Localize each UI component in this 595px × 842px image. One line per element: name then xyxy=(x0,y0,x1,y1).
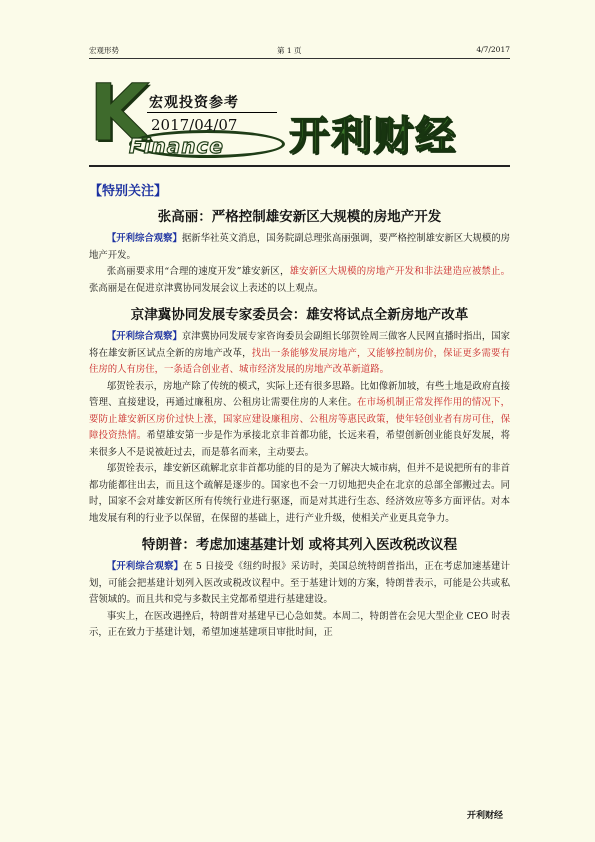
main-content xyxy=(89,180,510,642)
highlight-text: 在市场机制正常发挥作用的情况下，要防止雄安新区房价过快上涨，国家应建设廉租房、公租房等惠民政策，使年轻创业者有房可住，保障投资热情。 xyxy=(89,397,510,441)
masthead-divider xyxy=(147,112,277,113)
observation-tag: 【开利综合观察】 xyxy=(106,233,182,244)
highlight-text: 雄安新区大规模的房地产开发和非法建造应被禁止。 xyxy=(289,266,510,277)
article-paragraph: 【开利综合观察】在 5 日接受《纽约时报》采访时，美国总统特朗普指出，正在考虑加速基建计划，可能会把基建计划列入医改或税改议程中。至于基建计划的方案，特朗普表示，可能是公共或私营领域的。而且共和党与多数民主党都希望进行基建建设。 xyxy=(89,561,510,605)
observation-tag: 【开利综合观察】 xyxy=(106,331,182,342)
header-page-number: 第 1 页 xyxy=(277,46,302,55)
logo-finance-word: Finance xyxy=(129,134,224,158)
header-category: 宏观形势 xyxy=(89,46,119,55)
highlight-text: 找出一条能够发展房地产，又能够控制房价，保证更多需要有住房的人有房住，一条适合创业者、城市经济发展的房地产改革新道路。 xyxy=(89,347,510,375)
article-paragraph: 张高丽要求用“合理的速度开发”雄安新区，雄安新区大规模的房地产开发和非法建造应被禁止。张高丽是在促进京津冀协同发展会议上表述的以上观点。 xyxy=(89,266,510,294)
header-date: 4/7/2017 xyxy=(476,45,510,54)
masthead-logo xyxy=(89,69,514,166)
observation-tag: 【开利综合观察】 xyxy=(106,561,184,572)
section-title: 【特别关注】 xyxy=(89,184,168,199)
masthead-subtitle: 宏观投资参考 xyxy=(149,95,239,111)
page-header xyxy=(89,44,510,59)
article-paragraph: 邬贺铨表示，雄安新区疏解北京非首都功能的目的是为了解决大城市病，但并不是说把所有的非首都功能都往出去，而且这个疏解是逐步的。国家也不会一刀切地把央企在北京的总部全部搬过去。同时，国家不会对雄安新区所有传统行业进行驱逐，而是对其进行生态、经济效应等多方面评估。对本地发展有利的行业予以保留，在保留的基础上，进行产业升级，使相关产业更具竞争力。 xyxy=(89,463,510,524)
brand-title: 开利财经 xyxy=(289,113,457,159)
article-title: 张高丽：严格控制雄安新区大规模的房地产开发 xyxy=(157,209,442,225)
article-paragraph: 【开利综合观察】京津冀协同发展专家咨询委员会副组长邬贺铨周三做客人民网直播时指出，国家将在雄安新区试点全新的房地产改革，找出一条能够发展房地产，又能够控制房价，保证更多需要有住房的人有房住，一条适合创业者、城市经济发展的房地产改革新道路。 xyxy=(89,331,511,375)
article-title: 京津冀协同发展专家委员会：雄安将试点全新房地产改革 xyxy=(130,307,469,323)
logo-k-letter: K xyxy=(89,69,150,159)
article-paragraph: 邬贺铨表示，房地产除了传统的模式，实际上还有很多思路。比如像新加坡，有些土地是政府直接管理、直接建设，再通过廉租房、公租房让需要住房的人来住。在市场机制正常发挥作用的情况下，要防止雄安新区房价过快上涨，国家应建设廉租房、公租房等惠民政策，使年轻创业者有房可住，保障投资热情。希望雄安第一步是作为承接北京非首都功能，长远来看，希望创新创业能良好发展，将来很多人不是说被赶过去，而是慕名而来，主动要去。 xyxy=(89,380,510,458)
article-paragraph: 【开利综合观察】据新华社英文消息，国务院副总理张高丽强调，要严格控制雄安新区大规模的房地产开发。 xyxy=(89,233,511,261)
footer-brand: 开利财经 xyxy=(466,811,503,821)
masthead-date: 2017/04/07 xyxy=(151,116,238,134)
masthead-rule xyxy=(89,165,510,167)
article-title: 特朗普：考虑加速基建计划 或将其列入医改税改议程 xyxy=(141,537,458,553)
article-paragraph: 事实上，在医改遇挫后，特朗普对基建早已心急如焚。本周二，特朗普在会见大型企业 CEO 时表示，正在致力于基建计划，希望加速基建项目审批时间，正 xyxy=(89,610,510,638)
